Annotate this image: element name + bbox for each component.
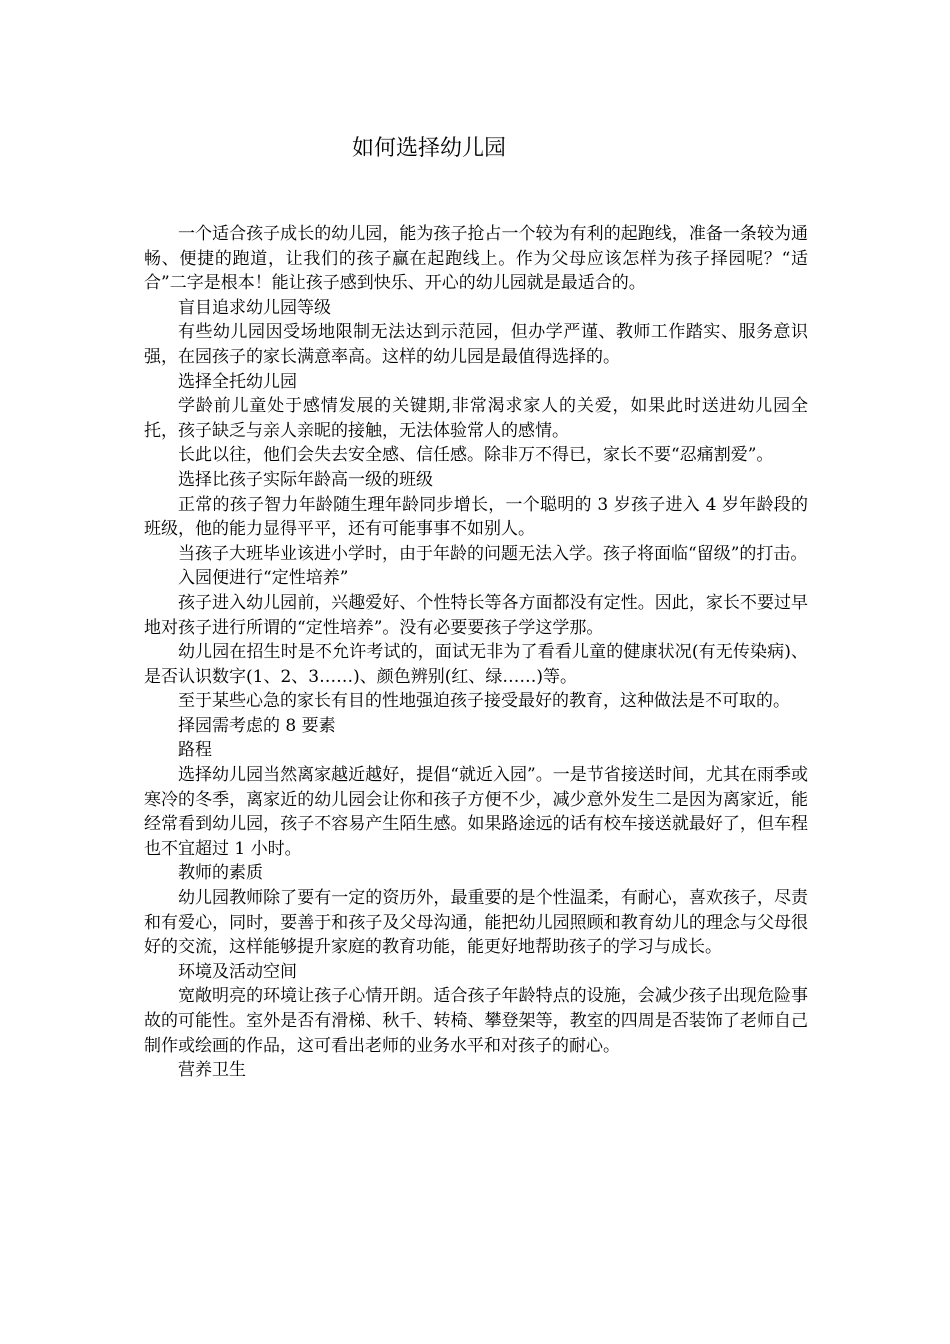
section-heading: 选择全托幼儿园 [178, 371, 297, 392]
section-heading: 选择比孩子实际年龄高一级的班级 [178, 469, 433, 490]
subsection-heading: 营养卫生 [178, 1060, 246, 1081]
section-heading: 入园便进行“定性培养” [178, 568, 349, 589]
paragraph: 孩子进入幼儿园前，兴趣爱好、个性特长等各方面都没有定性。因此，家长不要过早地对孩子进行所谓的“定性培养”。没有必要要孩子学这学那。 [144, 592, 808, 638]
subsection-heading: 路程 [178, 740, 212, 761]
subsection-heading: 环境及活动空间 [178, 961, 297, 982]
document-body [144, 222, 808, 1083]
paragraph: 正常的孩子智力年龄随生理年龄同步增长，一个聪明的 3 岁孩子进入 4 岁年龄段的班级，他的能力显得平平，还有可能事事不如别人。 [144, 494, 808, 540]
section-heading: 择园需考虑的 8 要素 [178, 715, 336, 736]
paragraph: 幼儿园教师除了要有一定的资历外，最重要的是个性温柔，有耐心，喜欢孩子，尽责和有爱心，同时，要善于和孩子及父母沟通，能把幼儿园照顾和教育幼儿的理念与父母很好的交流，这样能够提升家庭的教育功能，能更好地帮助孩子的学习与成长。 [144, 888, 808, 958]
paragraph: 一个适合孩子成长的幼儿园，能为孩子抢占一个较为有利的起跑线，准备一条较为通畅、便捷的跑道，让我们的孩子赢在起跑线上。作为父母应该怎样为孩子择园呢？“适合”二字是根本！能让孩子感到快乐、开心的幼儿园就是最适合的。 [144, 224, 808, 294]
paragraph: 学龄前儿童处于感情发展的关键期,非常渴求家人的关爱，如果此时送进幼儿园全托，孩子缺乏与亲人亲昵的接触，无法体验常人的感情。 [144, 396, 808, 441]
subsection-heading: 教师的素质 [178, 863, 263, 884]
paragraph: 至于某些心急的家长有目的性地强迫孩子接受最好的教育，这种做法是不可取的。 [178, 691, 790, 712]
paragraph: 长此以往，他们会失去安全感、信任感。除非万不得已，家长不要“忍痛割爱”。 [178, 445, 774, 466]
paragraph: 有些幼儿园因受场地限制无法达到示范园，但办学严谨、教师工作踏实、服务意识强，在园孩子的家长满意率高。这样的幼儿园是最值得选择的。 [144, 322, 808, 367]
paragraph: 宽敞明亮的环境让孩子心情开朗。适合孩子年龄特点的设施，会减少孩子出现危险事故的可能性。室外是否有滑梯、秋千、转椅、攀登架等，教室的四周是否装饰了老师自己制作或绘画的作品，这可看出老师的业务水平和对孩子的耐心。 [144, 986, 808, 1056]
document-title: 如何选择幼儿园 [351, 136, 506, 161]
paragraph: 选择幼儿园当然离家越近越好，提倡“就近入园”。一是节省接送时间，尤其在雨季或寒冷的冬季，离家近的幼儿园会让你和孩子方便不少，减少意外发生二是因为离家近，能经常看到幼儿园，孩子不容易产生陌生感。如果路途远的话有校车接送就最好了，但车程也不宜超过 1 小时。 [144, 765, 808, 859]
paragraph: 当孩子大班毕业该进小学时，由于年龄的问题无法入学。孩子将面临“留级”的打击。 [178, 543, 808, 564]
paragraph: 幼儿园在招生时是不允许考试的，面试无非为了看看儿童的健康状况(有无传染病)、是否认识数字(1、2、3……)、颜色辨别(红、绿……)等。 [144, 642, 808, 687]
section-heading: 盲目追求幼儿园等级 [178, 297, 331, 318]
